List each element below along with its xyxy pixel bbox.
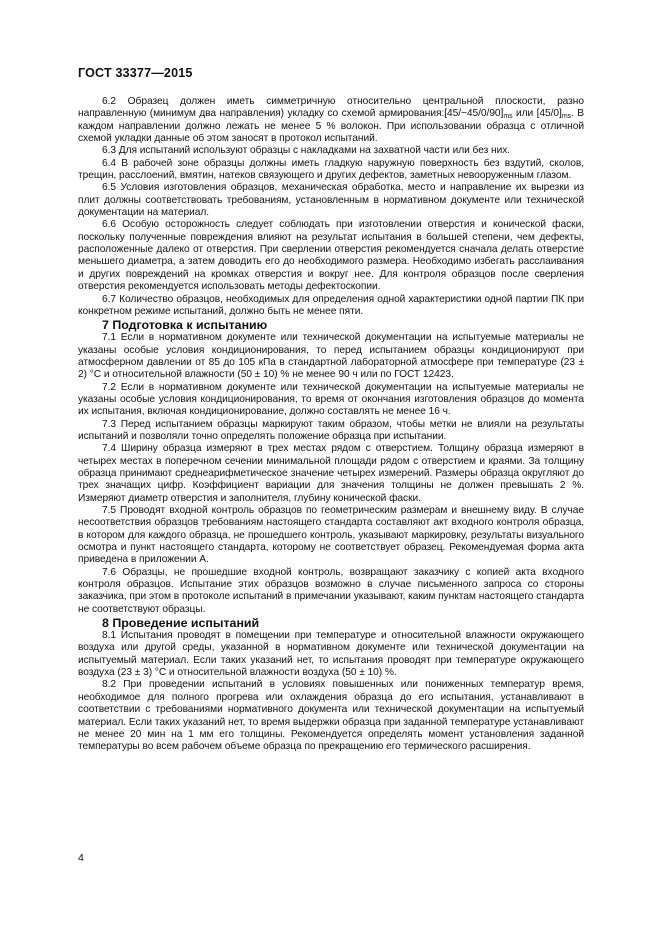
paragraph-7-6: 7.6 Образцы, не прошедшие входной контроль, возвращают заказчику с копией акта входного контроля образцов. Испытание этих образцов возможно в случае письменного запроса со стороны заказчика, при этом в протоколе испытаний в примечании указывают, каким пунктам настоящего стандарта не соответствуют образцы.	[78, 566, 584, 615]
paragraph-6-6: 6.6 Особую осторожность следует соблюдать при изготовлении отверстия и конической фаски, поскольку полученные повреждения влияют на результат испытания в большей степени, чем дефекты, расположенные далеко от отверстия. При сверлении отверстия рекомендуется сначала делать отверстие меньшего диаметра, а затем доводить его до необходимого размера. Необходимо избегать расслаивания и других повреждений на кромках отверстия и вокруг нее. Для контроля образцов после сверления отверстия рекомендуется использовать методы дефектоскопии.	[78, 219, 584, 293]
paragraph-6-3: 6.3 Для испытаний используют образцы с накладками на захватной части или без них.	[102, 145, 511, 157]
paragraph-6-2-text-a: 6.2 Образец должен иметь симметричную относительно центральной плоскости, разно направленную (минимум два направления) укладку со схемой армирования:[45/−45/0/90]	[78, 96, 584, 120]
paragraph-7-4: 7.4 Ширину образца измеряют в трех местах рядом с отверстием. Толщину образца измеряют в четырех местах в поперечном сечении минимальной площади рядом с отверстием и краями. За толщину образца принимают среднеарифметическое значение четырех измерений. Размеры образца округляют до трех значащих цифр. Коэффициент вариации для значения толщины не должен превышать 2 %. Измеряют диаметр отверстия и заполнителя, глубину конической фаски.	[78, 443, 584, 504]
paragraph-6-2-text-b: или [45/0]	[512, 108, 562, 120]
paragraph-7-2: 7.2 Если в нормативном документе или технической документации на испытуемые материалы не указаны особые условия кондиционирования, то время от окончания изготовления образцов до момента их испытания, включая кондиционирование, должно составлять не менее 16 ч.	[78, 381, 584, 418]
paragraph-7-3: 7.3 Перед испытанием образцы маркируют таким образом, чтобы метки не влияли на результаты испытаний и позволяли точно определять положение образца при испытании.	[78, 418, 584, 442]
subscript-ms-1: ms	[503, 113, 513, 121]
paragraph-7-5: 7.5 Проводят входной контроль образцов по геометрическим размерам и внешнему виду. В случае несоответствия образцов требованиям настоящего стандарта составляют акт входного контроля образца, в котором для каждого образца, не прошедшего контроль, указывают маркировку, результаты визуального осмотра и пункт настоящего стандарта, которому не соответствует образец. Рекомендуемая форма акта приведена в приложении А.	[78, 505, 584, 566]
section-8-heading: 8 Проведение испытаний	[102, 616, 260, 631]
paragraph-6-7: 6.7 Количество образцов, необходимых для определения одной характеристики одной партии ПК при конкретном режиме испытаний, должно быть не менее пяти.	[78, 293, 584, 317]
page-body	[78, 96, 584, 754]
paragraph-8-2: 8.2 При проведении испытаний в условиях повышенных или пониженных температур время, необходимое для полного прогрева или охлаждения образца до его испытания, устанавливают в соответствии с требованиями нормативного документа или технической документации на испытуемый материал. Если таких указаний нет, то время выдержки образца при заданной температуре устанавливают не менее 20 мин на 1 мм его толщины. Рекомендуется определять момент установления заданной температуры во всем рабочем объеме образца по прекращению его термического расширения.	[78, 679, 584, 753]
page-number: 4	[78, 852, 84, 864]
section-7-heading: 7 Подготовка к испытанию	[102, 318, 268, 333]
subscript-ms-2: ms	[561, 113, 572, 121]
paragraph-6-4: 6.4 В рабочей зоне образцы должны иметь гладкую наружную поверхность без вздутий, сколов, трещин, расслоений, вмятин, натеков связующего и других дефектов, заметных невооруженным глазом.	[78, 157, 584, 182]
paragraph-6-5: 6.5 Условия изготовления образцов, механическая обработка, место и направление их вырезки из плит должны соответствовать требованиям, установленным в нормативном документе или технической документации на материал.	[78, 182, 584, 219]
paragraph-8-1: 8.1 Испытания проводят в помещении при температуре и относительной влажности окружающего воздуха или другой среды, указанной в нормативном документе или технической документации на испытуемый материал. Если таких указаний нет, то испытания проводят при температуре окружающего воздуха (23 ± 3) °С и относительной влажности воздуха (50 ± 10) %.	[78, 630, 584, 679]
document-header: ГОСТ 33377—2015	[78, 66, 193, 80]
paragraph-6-2	[78, 96, 584, 145]
paragraph-6-2-text-c: . В каждом направлении должно лежать не менее 5 % волокон. При использовании образца с отличной схемой укладки данные об этом заносят в протокол испытаний.	[78, 108, 584, 145]
paragraph-7-1: 7.1 Если в нормативном документе или технической документации на испытуемые материалы не указаны особые условия кондиционирования, то перед испытанием образцы кондиционируют при атмосферном давлении от 85 до 105 кПа в стандартной лабораторной атмосфере при температуре (23 ± 2) °С и относительной влажности (50 ± 10) % не менее 90 ч или по ГОСТ 12423.	[78, 332, 584, 381]
